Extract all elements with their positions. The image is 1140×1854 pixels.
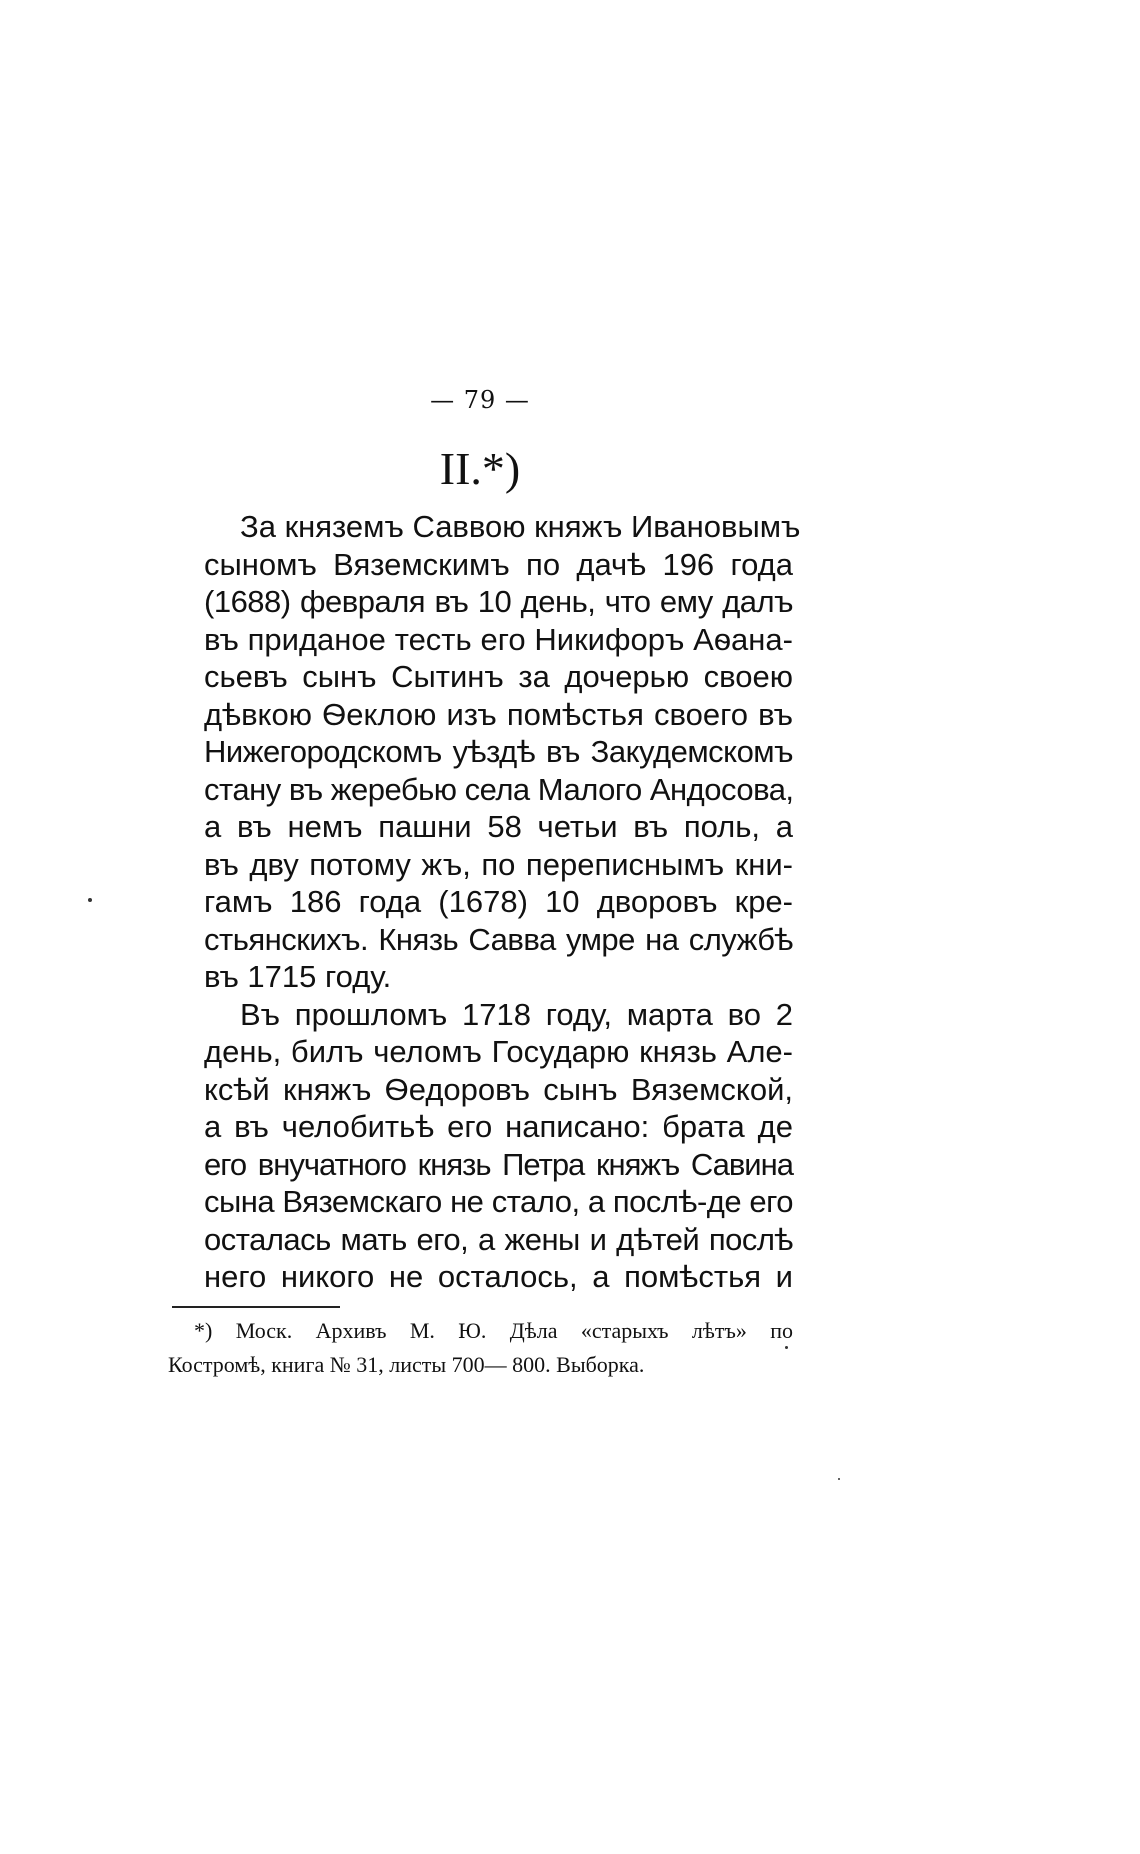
text-line: осталась мать его, а жены и дѣтей послѣ	[204, 1221, 793, 1257]
paragraph	[168, 508, 801, 996]
text-line: Въ прошломъ 1718 году, марта во 2	[240, 996, 793, 1032]
text-line: дѣвкою Ѳеклою изъ помѣстья своего въ	[204, 696, 793, 732]
footnote-divider	[172, 1306, 340, 1308]
text-line: а въ челобитьѣ его написано: брата де	[204, 1109, 793, 1144]
text-line: За княземъ Саввою княжъ Ивановымъ	[240, 509, 801, 544]
text-line: а въ немъ пашни 58 четьи въ поль, а	[204, 809, 793, 844]
body-text	[168, 508, 801, 1296]
paragraph	[168, 996, 793, 1296]
text-line: ксѣй княжъ Ѳедоровъ сынъ Вяземской,	[204, 1071, 793, 1107]
text-line: него никого не осталось, а помѣстья и	[204, 1259, 793, 1294]
text-line: сьевъ сынъ Сытинъ за дочерью своею	[204, 659, 793, 694]
section-heading: II.*)	[439, 443, 521, 494]
text-line: день, билъ челомъ Государю князь Але-	[204, 1034, 793, 1069]
text-line: сына Вяземскаго не стало, а послѣ-де его	[204, 1184, 793, 1219]
text-line: сыномъ Вяземскимъ по дачѣ 196 года	[204, 546, 793, 582]
text-line: въ дву потому жъ, по переписнымъ кни-	[204, 846, 793, 882]
text-line: стьянскихъ. Князь Савва умре на службѣ	[204, 921, 793, 957]
text-line: (1688) февраля въ 10 день, что ему далъ	[204, 584, 793, 619]
page-number: — 79 —	[430, 386, 530, 414]
scan-speck	[838, 1478, 840, 1480]
scan-speck	[88, 898, 92, 902]
text-line: его внучатного князь Петра княжъ Савина	[204, 1146, 793, 1182]
text-line: стану въ жеребью села Малого Андосова,	[204, 771, 794, 807]
footnote	[168, 1314, 793, 1382]
text-line: въ 1715 году.	[204, 959, 392, 994]
footnote-line: *) Моск. Архивъ М. Ю. Дѣла «старыхъ лѣтъ» по	[194, 1318, 793, 1343]
footnote-line: Костромѣ, книга № 31, листы 700— 800. Выборка.	[168, 1352, 645, 1377]
scan-speck	[785, 1346, 788, 1349]
text-line: Нижегородскомъ уѣздѣ въ Закудемскомъ	[204, 734, 793, 769]
text-line: въ приданое тесть его Никифоръ Аѳана-	[204, 621, 793, 657]
text-line: гамъ 186 года (1678) 10 дворовъ кре-	[204, 884, 793, 919]
